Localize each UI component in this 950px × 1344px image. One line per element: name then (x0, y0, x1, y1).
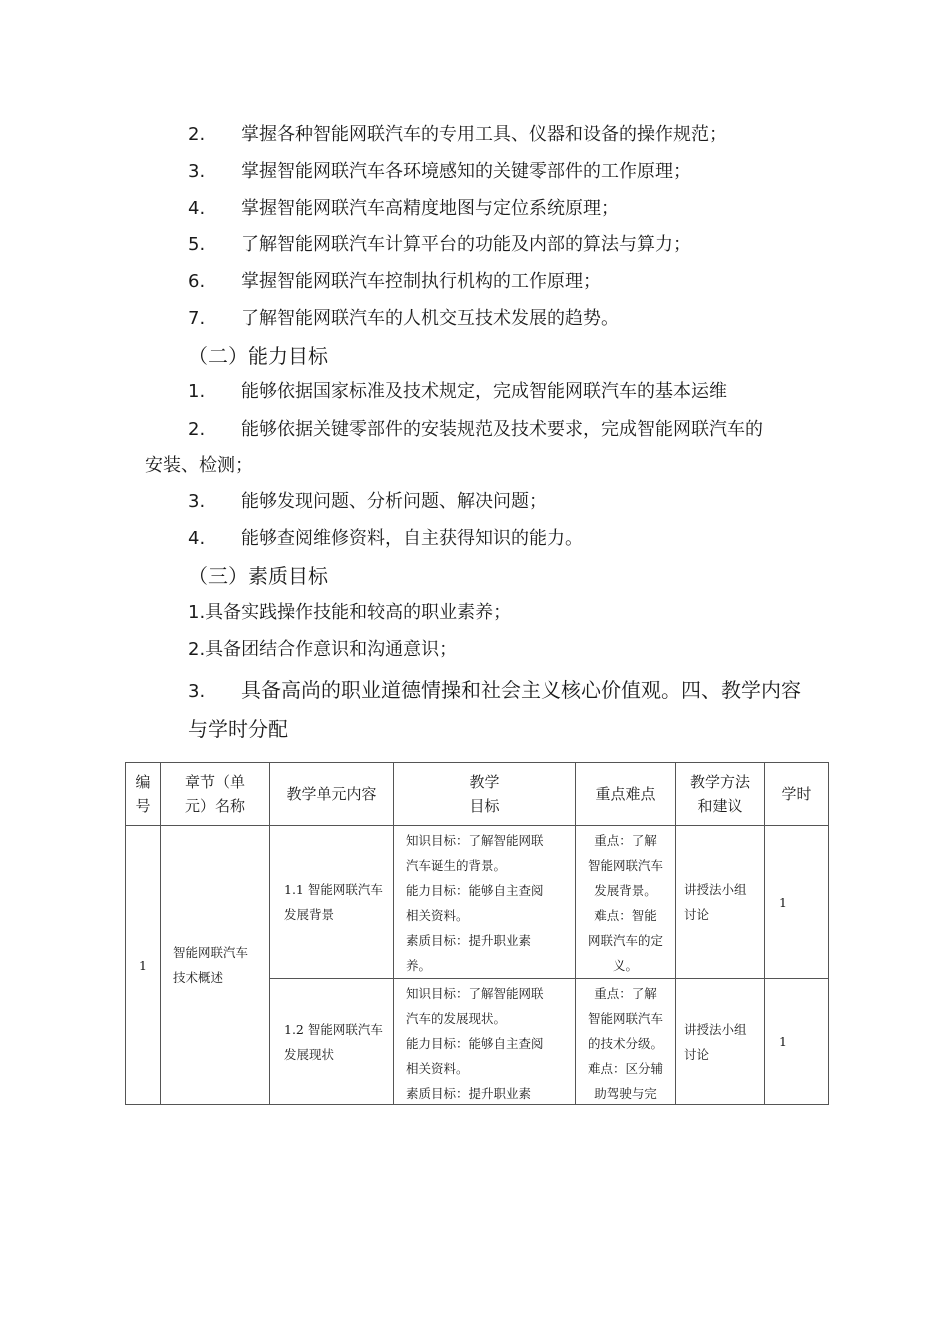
class-hours: 1 (765, 826, 829, 979)
teaching-method: 讲授法小组 讨论 (676, 826, 765, 979)
header-method: 教学方法 和建议 (676, 763, 765, 826)
unit-content: 1.1 智能网联汽车 发展背景 (270, 826, 394, 979)
table-header-row (126, 763, 829, 826)
key-difficulty-cell (576, 979, 676, 1105)
chapter-name: 智能网联汽车 技术概述 (161, 826, 270, 1105)
header-num: 编 号 (126, 763, 161, 826)
ability-item-1: 1. 能够依据国家标准及技术规定，完成智能网联汽车的基本运维 (188, 381, 727, 402)
quality-item-1: 1.具备实践操作技能和较高的职业素养； (188, 602, 512, 623)
ability-item-2-continuation: 安装、检测； (145, 455, 253, 476)
ability-item-4: 4. 能够查阅维修资料，自主获得知识的能力。 (188, 528, 583, 549)
ability-heading: （二）能力目标 (188, 344, 328, 368)
unit-content: 1.2 智能网联汽车 发展现状 (270, 979, 394, 1105)
teaching-objective: 知识目标：了解智能网联 汽车的发展现状。 能力目标：能够自主查阅 相关资料。 素质目标：提升职业素 (406, 986, 544, 1101)
key-difficulty: 重点：了解 智能网联汽车 的技术分级。 难点：区分辅 助驾驶与完 (587, 986, 663, 1101)
knowledge-item-2: 2. 掌握各种智能网联汽车的专用工具、仪器和设备的操作规范； (188, 124, 727, 145)
teaching-objective: 知识目标：了解智能网联 汽车诞生的背景。 能力目标：能够自主查阅 相关资料。 素质目标：提升职业素 养。 (394, 826, 576, 979)
ability-item-2: 2. 能够依据关键零部件的安装规范及技术要求，完成智能网联汽车的 (188, 419, 763, 440)
teaching-objective-cell (394, 979, 576, 1105)
knowledge-item-7: 7. 了解智能网联汽车的人机交互技术发展的趋势。 (188, 308, 619, 329)
header-key: 重点难点 (576, 763, 676, 826)
key-difficulty: 重点：了解 智能网联汽车 发展背景。 难点：智能 网联汽车的定 义。 (576, 826, 676, 979)
chapter-number: 1 (126, 826, 161, 1105)
table-row (126, 826, 829, 979)
teaching-method: 讲授法小组 讨论 (676, 979, 765, 1105)
knowledge-item-6: 6. 掌握智能网联汽车控制执行机构的工作原理； (188, 271, 601, 292)
header-objective: 教学 目标 (394, 763, 576, 826)
quality-heading: （三）素质目标 (188, 564, 328, 588)
header-unit: 教学单元内容 (270, 763, 394, 826)
header-chapter: 章节（单 元）名称 (161, 763, 270, 826)
header-hours: 学时 (765, 763, 829, 826)
course-content-table (125, 762, 829, 1105)
ability-item-3: 3. 能够发现问题、分析问题、解决问题； (188, 491, 547, 512)
quality-item-2: 2.具备团结合作意识和沟通意识； (188, 639, 458, 660)
section-heading-continuation: 与学时分配 (188, 717, 288, 741)
class-hours: 1 (765, 979, 829, 1105)
knowledge-item-5: 5. 了解智能网联汽车计算平台的功能及内部的算法与算力； (188, 234, 691, 255)
quality-item-3: 3. 具备高尚的职业道德情操和社会主义核心价值观。四、教学内容 (188, 678, 801, 702)
knowledge-item-4: 4. 掌握智能网联汽车高精度地图与定位系统原理； (188, 198, 619, 219)
knowledge-item-3: 3. 掌握智能网联汽车各环境感知的关键零部件的工作原理； (188, 161, 691, 182)
